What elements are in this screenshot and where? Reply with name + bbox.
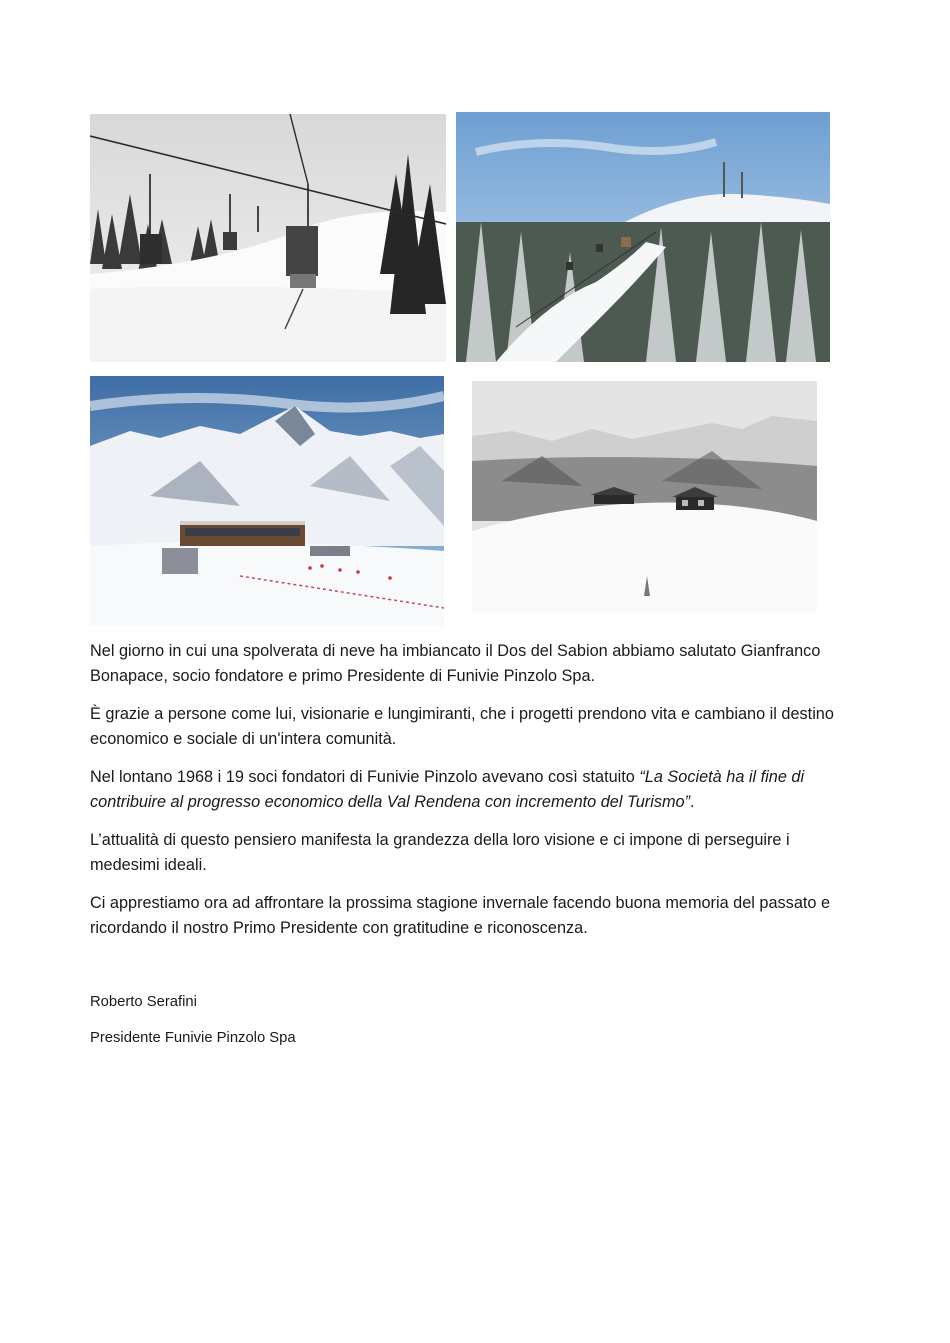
signature-name: Roberto Serafini [90,994,197,1010]
letter-body [90,639,862,954]
signature-role: Presidente Funivie Pinzolo Spa [90,1030,296,1046]
photo-vintage-huts [472,381,817,612]
photo-gondola-forest [456,112,830,362]
statute-quote: “La Società ha il fine di contribuire al progresso economico della Val Rendena con incremento del Turismo” [90,768,805,811]
paragraph-farewell: Nel giorno in cui una spolverata di neve ha imbiancato il Dos del Sabion abbiamo salutato Gianfranco Bonapace, socio fondatore e primo Presidente di Funivie Pinzolo Spa. [90,642,821,685]
paragraph-vision: L’attualità di questo pensiero manifesta la grandezza della loro visione e ci impone di perseguire i medesimi ideali. [90,831,790,874]
paragraph-visionaries: È grazie a persone come lui, visionarie e lungimiranti, che i progetti prendono vita e cambiano il destino economico e sociale di un'intera comunità. [90,705,834,748]
huts-photo-art [472,381,817,612]
paragraph-founders-quote [90,765,862,815]
paragraph-season: Ci apprestiamo ora ad affrontare la prossima stagione invernale facendo buona memoria del passato e ricordando il nostro Primo Presidente con gratitudine e riconoscenza. [90,894,831,937]
quote-intro: Nel lontano 1968 i 19 soci fondatori di Funivie Pinzolo avevano così statuito [90,768,640,786]
chairlift-photo-art [90,114,446,362]
photo-vintage-chairlift [90,114,446,362]
gondola-photo-art [456,112,830,362]
photo-mountain-restaurant [90,376,444,626]
restaurant-photo-art [90,376,444,626]
signature-block [90,992,590,1064]
quote-end: . [690,793,695,811]
